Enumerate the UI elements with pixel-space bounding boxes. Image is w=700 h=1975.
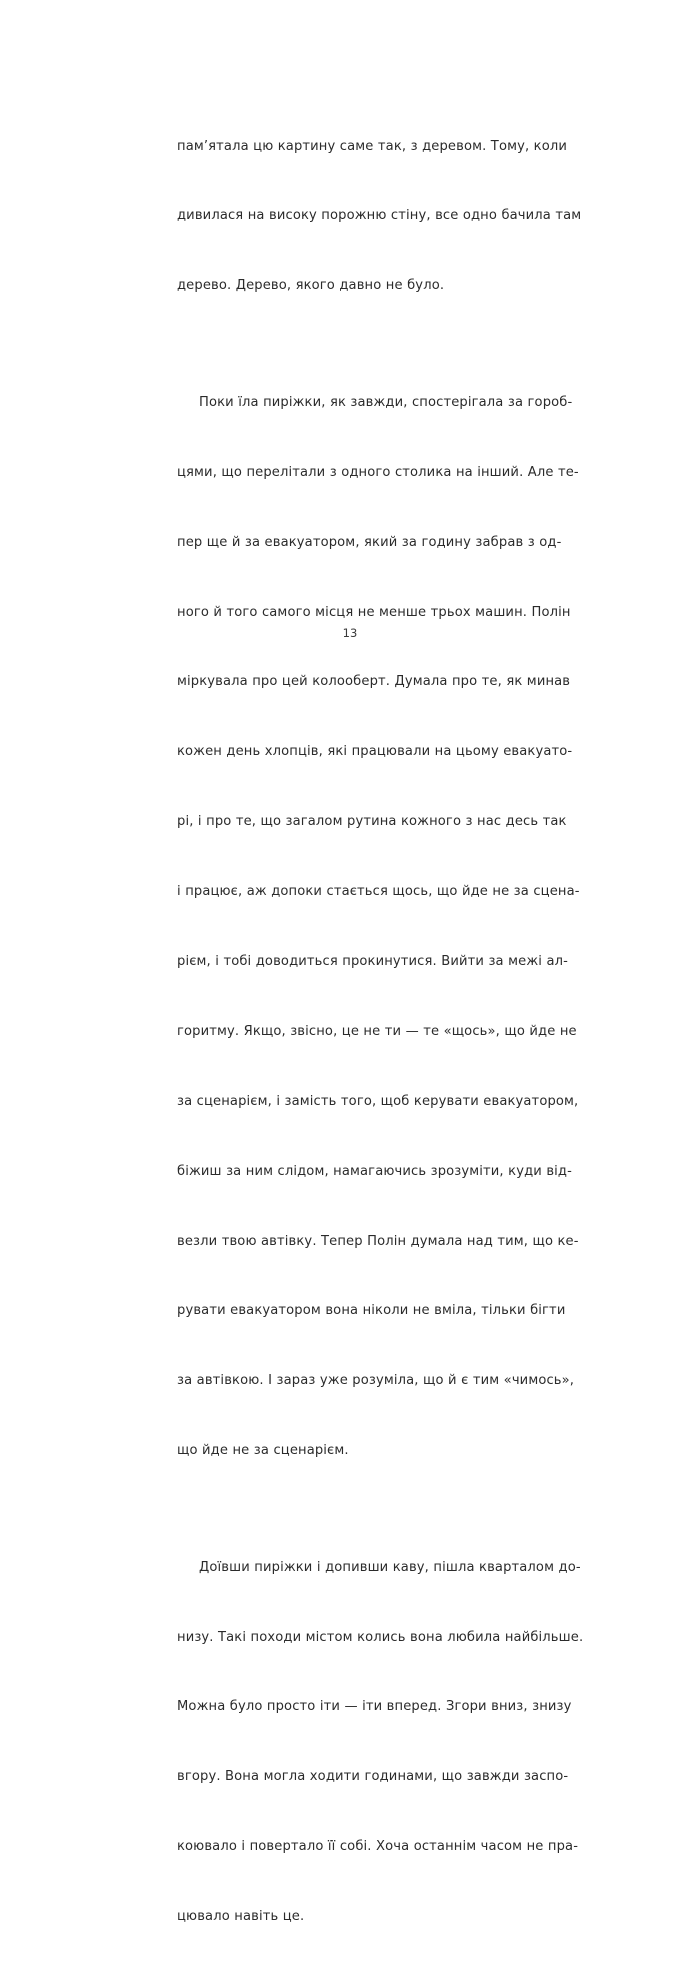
text-line: рієм, і тобі доводиться прокинутися. Вийти за межі ал- [177, 953, 568, 969]
paragraph-1 [177, 88, 582, 344]
text-line: Доївши пиріжки і допивши каву, пішла кварталом до- [199, 1559, 581, 1575]
text-line: Поки їла пиріжки, як завжди, спостерігала за гороб- [199, 394, 573, 410]
text-line: за сценарієм, і замість того, щоб керувати евакуатором, [177, 1093, 579, 1109]
text-line: цювало навіть це. [177, 1909, 305, 1925]
text-line: вгору. Вона могла ходити годинами, що завжди заспо- [177, 1769, 569, 1785]
text-line: Можна було просто іти — іти вперед. Згори вниз, знизу [177, 1699, 572, 1715]
text-line: що йде не за сценарієм. [177, 1443, 349, 1459]
text-line: дерево. Дерево, якого давно не було. [177, 278, 445, 294]
paragraph-3 [177, 1509, 584, 1975]
text-line: дивилася на високу порожню стіну, все одно бачила там [177, 208, 582, 224]
page-number: 13 [342, 626, 358, 640]
text-line: кожен день хлопців, які працювали на цьому евакуато- [177, 744, 573, 760]
text-line: цями, що перелітали з одного столика на інший. Але те- [177, 464, 579, 480]
text-line: біжиш за ним слідом, намагаючись зрозуміти, куди від- [177, 1163, 572, 1179]
text-line: міркувала про цей колооберт. Думала про те, як минав [177, 674, 571, 690]
text-line: і працює, аж допоки стається щось, що йде не за сцена- [177, 884, 580, 900]
text-line: горитму. Якщо, звісно, це не ти — те «щось», що йде не [177, 1023, 577, 1039]
text-line: рувати евакуатором вона ніколи не вміла, тільки бігти [177, 1303, 566, 1319]
page-text-block [177, 88, 584, 1975]
text-line: низу. Такі походи містом колись вона любила найбільше. [177, 1629, 584, 1645]
text-line: пам’ятала цю картину саме так, з деревом. Тому, коли [177, 138, 568, 154]
text-line: коювало і повертало її собі. Хоча останнім часом не пра- [177, 1839, 579, 1855]
text-line: за автівкою. І зараз уже розуміла, що й є тим «чимось», [177, 1373, 575, 1389]
text-line: везли твою автівку. Тепер Полін думала над тим, що ке- [177, 1233, 579, 1249]
text-line: рі, і про те, що загалом рутина кожного з нас десь так [177, 814, 567, 830]
paragraph-2 [177, 344, 580, 1509]
text-line: пер ще й за евакуатором, який за годину забрав з од- [177, 534, 562, 550]
text-line: ного й того самого місця не менше трьох машин. Полін [177, 604, 571, 620]
